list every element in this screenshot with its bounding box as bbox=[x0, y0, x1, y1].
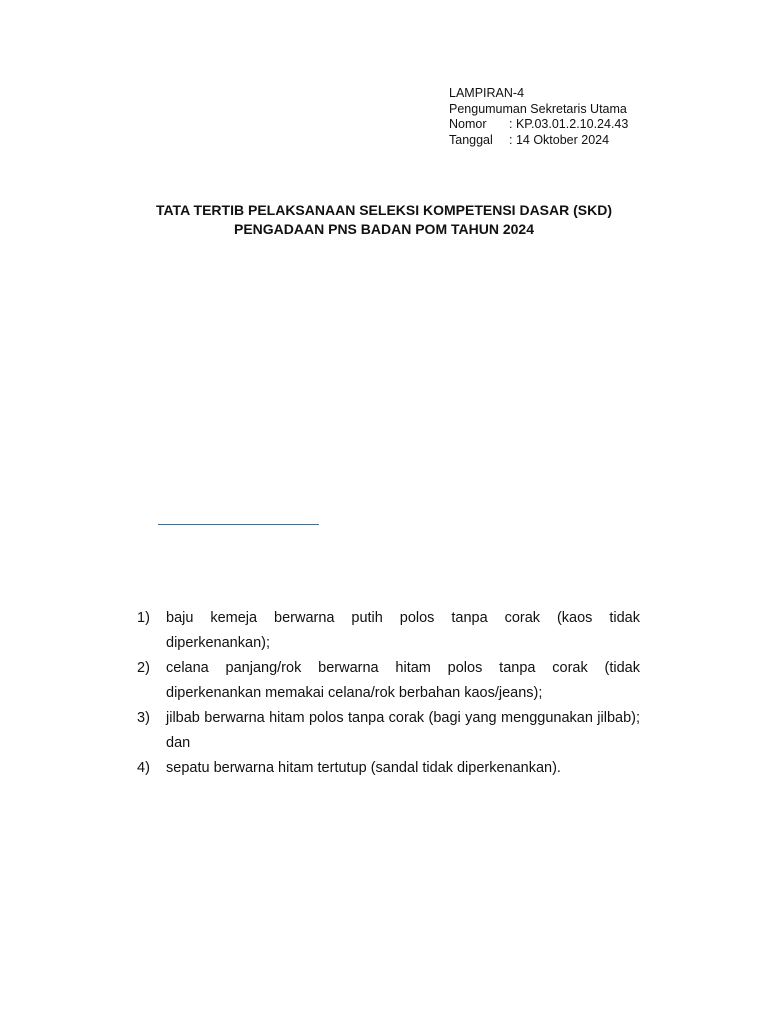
number-value: : KP.03.01.2.10.24.43 bbox=[509, 117, 629, 131]
title-line-1: TATA TERTIB PELAKSANAAN SELEKSI KOMPETENSI DASAR (SKD) bbox=[155, 202, 613, 218]
list-item bbox=[137, 606, 640, 656]
document-number bbox=[449, 117, 628, 133]
number-label: Nomor bbox=[449, 117, 487, 131]
title-line-2: PENGADAAN PNS BADAN POM TAHUN 2024 bbox=[233, 221, 534, 237]
list-item-number: 1) bbox=[137, 610, 150, 626]
list-item-text: celana panjang/rok berwarna hitam polos tanpa corak (tidak diperkenankan memakai celana/rok berbahan kaos/jeans); bbox=[166, 660, 640, 701]
list-item-text: baju kemeja berwarna putih polos tanpa corak (kaos tidak diperkenankan); bbox=[166, 610, 640, 651]
appendix-header bbox=[449, 86, 628, 148]
list-item-number: 4) bbox=[137, 760, 150, 776]
announcement-label: Pengumuman Sekretaris Utama bbox=[449, 101, 627, 116]
date-value: : 14 Oktober 2024 bbox=[509, 132, 610, 147]
date-label: Tanggal bbox=[449, 132, 493, 147]
dress-code-list bbox=[137, 606, 640, 781]
list-item-text: sepatu berwarna hitam tertutup (sandal tidak diperkenankan). bbox=[166, 760, 561, 776]
document-date bbox=[449, 133, 628, 149]
list-item bbox=[137, 656, 640, 706]
list-item bbox=[137, 706, 640, 756]
divider-line bbox=[158, 524, 319, 525]
list-item-text: jilbab berwarna hitam polos tanpa corak (bagi yang menggunakan jilbab); dan bbox=[166, 710, 640, 751]
document-title bbox=[0, 201, 768, 239]
list-item-number: 3) bbox=[137, 710, 150, 726]
list-item bbox=[137, 756, 640, 781]
appendix-label: LAMPIRAN-4 bbox=[449, 86, 525, 100]
list-item-number: 2) bbox=[137, 660, 150, 676]
